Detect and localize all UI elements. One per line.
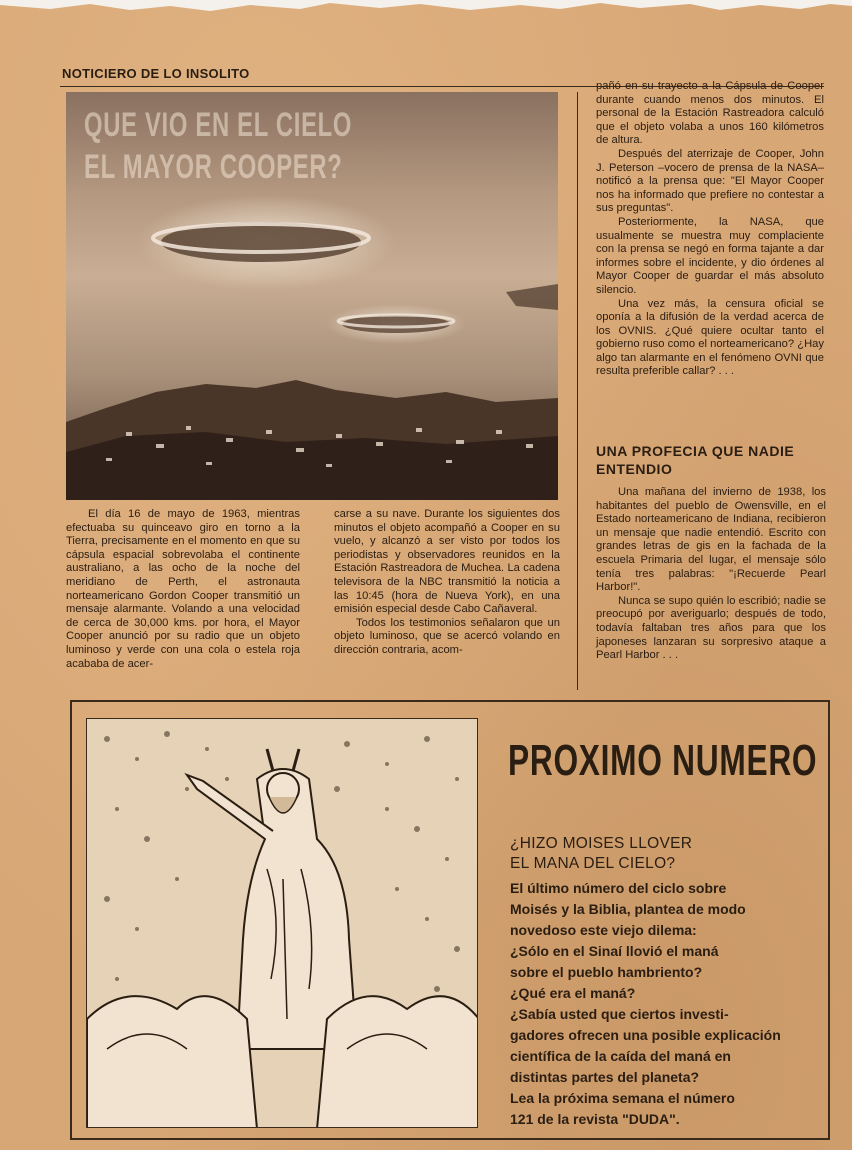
promo-body-line: 121 de la revista "DUDA". — [510, 1111, 680, 1127]
promo-body-line: Lea la próxima semana el número — [510, 1090, 735, 1106]
article-paragraph: Posteriormente, la NASA, que usualmente se muestra muy complaciente con la prensa se negó en forma tajante a dar informes sobre el incidente, y dio órdenes al Mayor Cooper de guardar el más absoluto silencio. — [596, 215, 824, 296]
moses-illustration-art — [87, 719, 478, 1128]
promo-question-line1: ¿HIZO MOISES LLOVER — [510, 835, 693, 852]
promo-body-line: sobre el pueblo hambriento? — [510, 964, 703, 980]
photo-headline-line2: EL MAYOR COOPER? — [84, 148, 343, 186]
promo-title: PROXIMO NUMERO — [508, 736, 818, 785]
promo-body-line: gadores ofrecen una posible explicación — [510, 1027, 781, 1043]
article-paragraph: Una mañana del invierno de 1938, los habitantes del pueblo de Owensville, en el Estado norteamericano de Indiana, recibieron un mensaje que nadie entendió. Escrito con grandes letras de gis en la fachada de la escuela Primaria del lugar, el mensaje sólo tenía tres palabras: "¡Recuerde Pearl Harbor!". — [596, 486, 826, 594]
article-column-right-section2 — [596, 486, 826, 663]
promo-body-line: Moisés y la Biblia, plantea de modo — [510, 901, 746, 917]
moses-illustration — [86, 718, 478, 1128]
torn-top-edge — [0, 0, 852, 16]
promo-body-line: novedoso este viejo dilema: — [510, 922, 697, 938]
promo-body-line: distintas partes del planeta? — [510, 1069, 700, 1085]
article-paragraph: Nunca se supo quién lo escribió; nadie se preocupó por averiguarlo; después de todo, todavía faltaban tres años para que los japoneses lanzaran su sorpresivo ataque a Pearl Harbor . . . — [596, 594, 826, 662]
photo-headline-line1: QUE VIO EN EL CIELO — [84, 106, 353, 144]
article-column-middle — [334, 508, 560, 658]
photo-headline — [84, 104, 352, 188]
section-heading: UNA PROFECIA QUE NADIE ENTENDIO — [596, 443, 795, 477]
promo-body-line: ¿Sabía usted que ciertos investi- — [510, 1006, 729, 1022]
ufo-photo — [66, 92, 558, 500]
article-paragraph: carse a su nave. Durante los siguientes dos minutos el objeto acompañó a Cooper en su vuelo, y alcanzó a ser visto por todos los periodistas y observadores reunidos en la Estación Rastreadora de Muchea. La cadena televisora de la NBC transmitió la noticia a las 10:45 (hora de Nueva York), en una emisión especial desde Cabo Cañaveral. — [334, 508, 560, 616]
promo-body-line: El último número del ciclo sobre — [510, 880, 727, 896]
article-column-left — [66, 508, 300, 671]
article-paragraph: Todos los testimonios señalaron que un objeto luminoso, que se acercó volando en dirección contraria, acom- — [334, 616, 560, 656]
page-header: NOTICIERO DE LO INSOLITO — [62, 66, 250, 81]
article-column-right — [596, 80, 824, 379]
promo-question — [510, 834, 692, 874]
article-paragraph: Una vez más, la censura oficial se oponía a la difusión de la verdad acerca de los OVNIS. ¿Qué quiere ocultar tanto el gobierno ruso como el norteamericano? ¿Hay algo tan alarmante en el fenómeno OVNI que resulta preferible callar? . . . — [596, 297, 824, 378]
promo-body-line: científica de la caída del maná en — [510, 1048, 731, 1064]
promo-body-line: ¿Sólo en el Sinaí llovió el maná — [510, 943, 719, 959]
promo-question-line2: EL MANA DEL CIELO? — [510, 855, 676, 872]
promo-body-line: ¿Qué era el maná? — [510, 985, 636, 1001]
article-paragraph: pañó en su trayecto a la Cápsula de Cooper durante cuando menos dos minutos. El personal de la Estación Rastreadora calculó que el objeto volaba a unos 160 kilómetros de altura. — [596, 80, 824, 147]
column-divider — [577, 92, 578, 690]
promo-body — [510, 878, 810, 1130]
article-paragraph: El día 16 de mayo de 1963, mientras efectuaba su quinceavo giro en torno a la Tierra, precisamente en el momento en que su cápsula espacial sobrevolaba el continente australiano, a las ocho de la noche del meridiano de Perth, el astronauta norteamericano Gordon Cooper transmitió un mensaje alarmante. Volando a una velocidad de cerca de 30,000 kms. por hora, el Mayor Cooper anunció por su radio que un objeto luminoso y verde con una cola o estela roja acababa de acer- — [66, 508, 300, 670]
article-paragraph: Después del aterrizaje de Cooper, John J. Peterson –vocero de prensa de la NASA– notificó a la prensa que: "El Mayor Cooper nos ha informado que prefiere no contestar a sus preguntas". — [596, 147, 824, 215]
